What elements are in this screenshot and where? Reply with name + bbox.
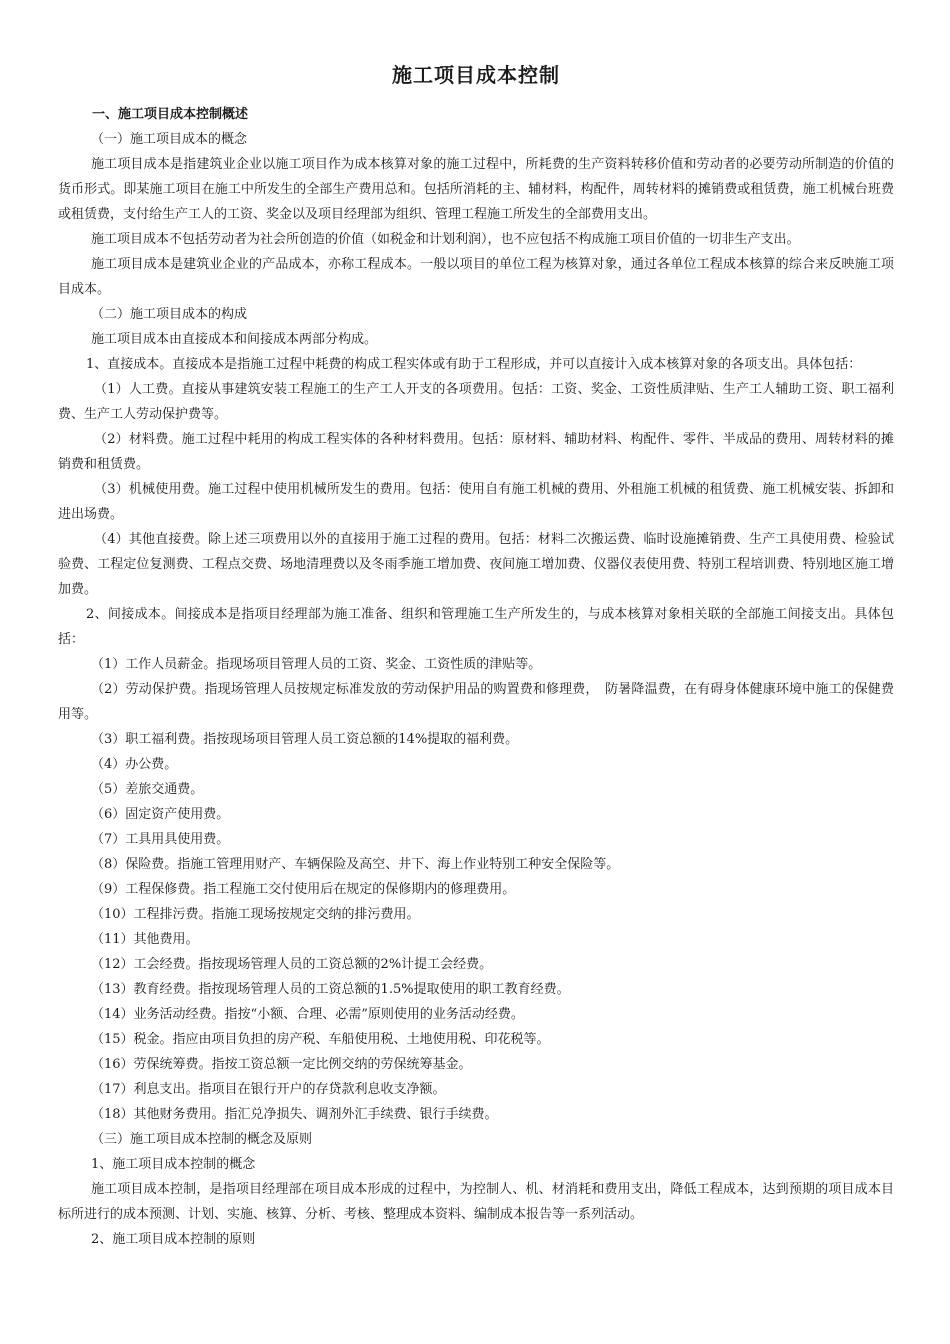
body-paragraph: 施工项目成本不包括劳动者为社会所创造的价值（如税金和计划利润），也不应包括不构成施工项目价值的一切非生产支出。 (91, 232, 800, 247)
body-paragraph: （15）税金。指应由项目负担的房产税、车船使用税、土地使用税、印花税等。 (91, 1032, 550, 1047)
body-paragraph: （4）其他直接费。除上述三项费用以外的直接用于施工过程的费用。包括：材料二次搬运费、临时设施摊销费、生产工具使用费、检验试验费、工程定位复测费、工程点交费、场地清理费以及冬雨季施工增加费、夜间施工增加费、仪器仪表使用费、特别工程培训费、特别地区施工增加费。 (58, 532, 894, 597)
body-paragraph: （10）工程排污费。指施工现场按规定交纳的排污费用。 (91, 907, 420, 922)
body-paragraph: 2、间接成本。间接成本是指项目经理部为施工准备、组织和管理施工生产所发生的，与成本核算对象相关联的全部施工间接支出。具体包括： (58, 607, 894, 647)
body-paragraph: 施工项目成本是指建筑业企业以施工项目作为成本核算对象的施工过程中，所耗费的生产资料转移价值和劳动者的必要劳动所制造的价值的货币形式。即某施工项目在施工中所发生的全部生产费用总和。包括所消耗的主、辅材料，构配件，周转材料的摊销费或租赁费，施工机械台班费或租赁费，支付给生产工人的工资、奖金以及项目经理部为组织、管理工程施工所发生的全部费用支出。 (58, 157, 894, 222)
document-title: 施工项目成本控制 (392, 63, 560, 87)
body-paragraph: （6）固定资产使用费。 (91, 807, 230, 822)
subsection-heading: （一）施工项目成本的概念 (91, 132, 248, 147)
body-paragraph: （7）工具用具使用费。 (91, 832, 230, 847)
body-paragraph: （11）其他费用。 (91, 932, 199, 947)
body-paragraph: （3）机械使用费。施工过程中使用机械所发生的费用。包括：使用自有施工机械的费用、外租施工机械的租赁费、施工机械安装、拆卸和进出场费。 (58, 482, 894, 522)
body-paragraph: 1、施工项目成本控制的概念 (91, 1157, 256, 1172)
body-paragraph: （12）工会经费。指按现场管理人员的工资总额的2%计提工会经费。 (91, 957, 493, 972)
body-paragraph: （16）劳保统筹费。指按工资总额一定比例交纳的劳保统筹基金。 (91, 1057, 472, 1072)
body-paragraph: 2、施工项目成本控制的原则 (91, 1232, 256, 1247)
body-paragraph: 施工项目成本由直接成本和间接成本两部分构成。 (91, 332, 378, 347)
body-paragraph: （1）人工费。直接从事建筑安装工程施工的生产工人开支的各项费用。包括：工资、奖金、工资性质津贴、生产工人辅助工资、职工福利费、生产工人劳动保护费等。 (58, 382, 894, 422)
body-paragraph: （5）差旅交通费。 (91, 782, 204, 797)
body-paragraph: （2）劳动保护费。指现场管理人员按规定标准发放的劳动保护用品的购置费和修理费， 防暑降温费，在有碍身体健康环境中施工的保健费用等。 (58, 682, 894, 722)
body-paragraph: （17）利息支出。指项目在银行开户的存贷款利息收支净额。 (91, 1082, 446, 1097)
body-paragraph: （18）其他财务费用。指汇兑净损失、调剂外汇手续费、银行手续费。 (91, 1107, 498, 1122)
body-paragraph: 施工项目成本是建筑业企业的产品成本，亦称工程成本。一般以项目的单位工程为核算对象，通过各单位工程成本核算的综合来反映施工项目成本。 (58, 257, 894, 297)
body-paragraph: 施工项目成本控制，是指项目经理部在项目成本形成的过程中，为控制人、机、材消耗和费用支出，降低工程成本，达到预期的项目成本目标所进行的成本预测、计划、实施、核算、分析、考核、整理成本资料、编制成本报告等一系列活动。 (58, 1182, 894, 1222)
body-paragraph: （2）材料费。施工过程中耗用的构成工程实体的各种材料费用。包括：原材料、辅助材料、构配件、零件、半成品的费用、周转材料的摊销费和租赁费。 (58, 432, 894, 472)
subsection-heading: （三）施工项目成本控制的概念及原则 (91, 1132, 313, 1147)
body-paragraph: 1、直接成本。直接成本是指施工过程中耗费的构成工程实体或有助于工程形成，并可以直接计入成本核算对象的各项支出。具体包括： (86, 357, 862, 372)
body-paragraph: （1）工作人员薪金。指现场项目管理人员的工资、奖金、工资性质的津贴等。 (91, 657, 542, 672)
body-paragraph: （9）工程保修费。指工程施工交付使用后在规定的保修期内的修理费用。 (91, 882, 516, 897)
body-paragraph: （13）教育经费。指按现场管理人员的工资总额的1.5%提取使用的职工教育经费。 (91, 982, 570, 997)
body-paragraph: （3）职工福利费。指按现场项目管理人员工资总额的14%提取的福利费。 (91, 732, 519, 747)
body-paragraph: （8）保险费。指施工管理用财产、车辆保险及高空、井下、海上作业特别工种安全保险等。 (91, 857, 620, 872)
body-paragraph: （14）业务活动经费。指按“小额、合理、必需”原则使用的业务活动经费。 (91, 1007, 524, 1022)
body-paragraph: （4）办公费。 (91, 757, 178, 772)
document-body (58, 102, 894, 1252)
section-heading: 一、施工项目成本控制概述 (92, 107, 249, 122)
subsection-heading: （二）施工项目成本的构成 (91, 307, 248, 322)
